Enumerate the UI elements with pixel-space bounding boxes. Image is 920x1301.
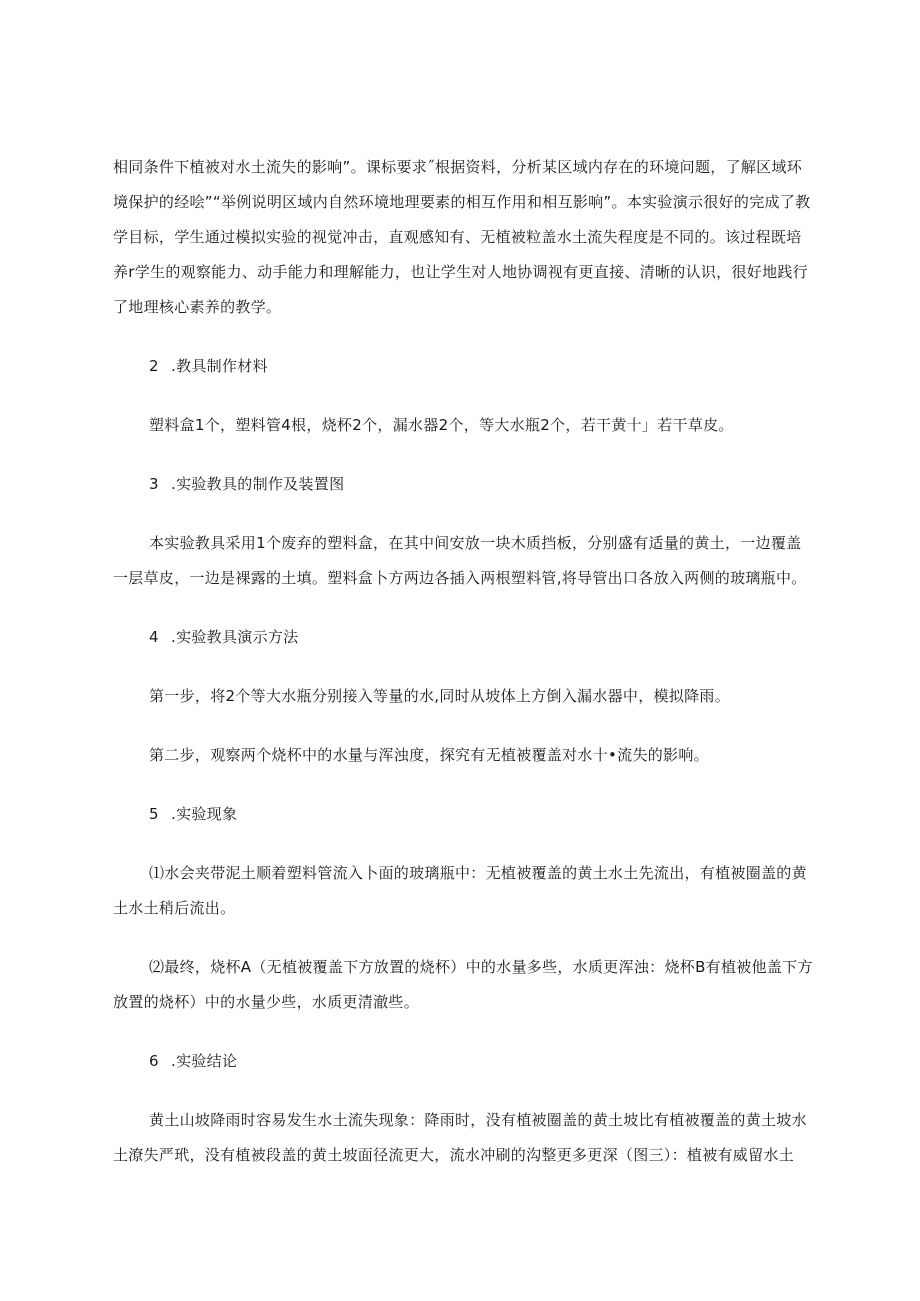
paragraph-step-one: 第一步，将2个等大水瓶分别接入等量的水,同时从坡体上方倒入漏水器中，模拟降雨。 <box>149 687 731 705</box>
heading-text: .教具制作材料 <box>171 357 268 375</box>
heading-number: 2 <box>149 357 159 375</box>
heading-text: .实验教具的制作及装置图 <box>171 475 345 493</box>
heading-construction <box>113 467 813 502</box>
heading-number: 5 <box>149 805 159 823</box>
heading-text: .实验结论 <box>171 1052 238 1070</box>
paragraph-phenomenon-one: ⑴水会夹带泥土顺着塑料管流入卜面的玻璃瓶中：无植被覆盖的黄土水土先流出，有植被圈盖的黄土水土稍后流出。 <box>113 864 807 917</box>
heading-text: .实验现象 <box>171 805 238 823</box>
heading-phenomena <box>113 797 813 832</box>
heading-number: 3 <box>149 475 159 493</box>
paragraph-conclusion: 黄土山坡降雨时容易发生水土流失现象：降雨时，没有植被圈盖的黄土坡比有植被覆盖的黄土坡水土潦失严玳，没有植被段盖的黄土坡面径流更大，流水冲刷的沟整更多更深（图三）：植被有威留水土 <box>113 1111 807 1164</box>
heading-text: .实验教具演示方法 <box>171 628 299 646</box>
heading-materials <box>113 349 813 384</box>
heading-method <box>113 620 813 655</box>
heading-number: 6 <box>149 1052 159 1070</box>
paragraph-step-two: 第二步，观察两个烧杯中的水量与浑浊度，探究有无植被覆盖对水十•流失的影响。 <box>149 746 709 764</box>
paragraph-materials: 塑料盒1个，塑料管4根，烧杯2个，漏水器2个，等大水瓶2个，若干黄十」若干草皮。 <box>149 416 734 434</box>
paragraph-phenomenon-two: ⑵最终，烧杯A（无植被覆盖下方放置的烧杯）中的水量多些，水质更浑浊：烧杯B有植被他盖下方放置的烧杯）中的水量少些，水质更清澈些。 <box>113 958 813 1011</box>
paragraph-curriculum: 相同条件下植被对水土流失的影响”。课标要求˝根据资料，分析某区域内存在的环境问题，了解区域环境保护的经哙”“举例说明区域内自然环境地理要素的相互作用和相互影响”。本实验演示很好的完成了教学目标，学生通过模拟实验的视觉冲击，直观感知有、无植被粒盖水土流失程度是不同的。该过程既培养r学生的观察能力、动手能力和理解能力，也让学生对人地协调视有更直接、清晰的认识，很好地践行了地理核心素养的教学。 <box>113 158 811 316</box>
heading-conclusion <box>113 1044 813 1079</box>
paragraph-construction: 本实验教具采用1个废弃的塑料盒，在其中间安放一块木质挡板，分别盛有适量的黄土，一边覆盖一层草皮，一边是裸露的土填。塑料盒卜方两边各插入两根塑料管,将导管出口各放入两侧的玻璃瓶中。 <box>113 534 807 587</box>
heading-number: 4 <box>149 628 159 646</box>
document-body <box>113 150 813 1173</box>
